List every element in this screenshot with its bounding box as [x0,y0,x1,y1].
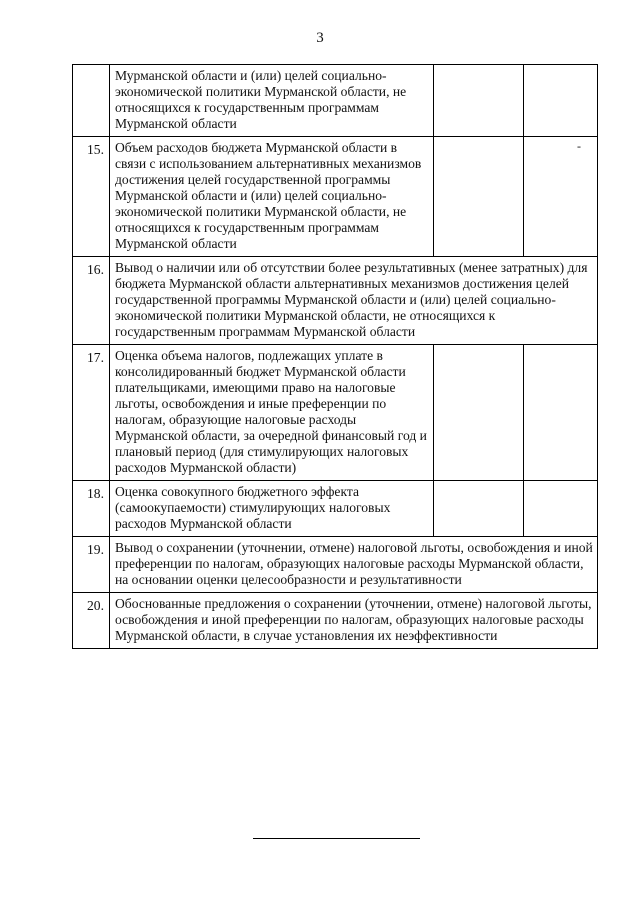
page-number: 3 [316,30,324,46]
row-text: Оценка совокупного бюджетного эффекта (самоокупаемости) стимулирующих налоговых расходов Мурманской области [109,481,433,537]
row-number: 19. [73,537,110,593]
row-text: Вывод о наличии или об отсутствии более результативных (менее затратных) для бюджета Мурманской области альтернативных механизмов достижения целей государственной программы Мурманской области и (или) целей социально-экономической политики Мурманской области, не относящихся к государственным программам Мурманской области [109,257,597,345]
table-row [73,593,598,649]
table-row [73,65,598,137]
row-text: Обоснованные предложения о сохранении (уточнении, отмене) налоговой льготы, освобождения и иной преференции по налогам, образующих налоговые расходы Мурманской области, в случае установления их неэффективности [109,593,597,649]
row-number: 20. [73,593,110,649]
dash-mark: - [577,139,581,153]
note-cell [524,137,598,257]
row-text: Оценка объема налогов, подлежащих уплате в консолидированный бюджет Мурманской области плательщиками, имеющими право на налоговые льготы, освобождения и иные преференции по налогам, образующие налоговые расходы Мурманской области, за очередной финансовый год и плановый период (для стимулирующих налоговых расходов Мурманской области) [109,345,433,481]
row-number: 18. [73,481,110,537]
indicators-table [72,64,598,649]
value-cell [434,65,524,137]
value-cell [434,137,524,257]
row-number: 15. [73,137,110,257]
row-text: Объем расходов бюджета Мурманской области в связи с использованием альтернативных механизмов достижения целей государственной программы Мурманской области и (или) целей социально-экономической политики Мурманской области, не относящихся к государственным программам Мурманской области [109,137,433,257]
note-cell [524,345,598,481]
note-cell [524,65,598,137]
table-row [73,481,598,537]
table-row [73,137,598,257]
row-text: Вывод о сохранении (уточнении, отмене) налоговой льготы, освобождения и иной преференции по налогам, образующих налоговые расходы Мурманской области, на основании оценки целесообразности и результативности [109,537,597,593]
table-row [73,257,598,345]
row-number: 16. [73,257,110,345]
table-row [73,345,598,481]
end-rule [253,838,420,839]
value-cell [434,481,524,537]
value-cell [434,345,524,481]
row-number [73,65,110,137]
row-number: 17. [73,345,110,481]
note-cell [524,481,598,537]
row-text: Мурманской области и (или) целей социально-экономической политики Мурманской области, не относящихся к государственным программам Мурманской области [109,65,433,137]
table-row [73,537,598,593]
